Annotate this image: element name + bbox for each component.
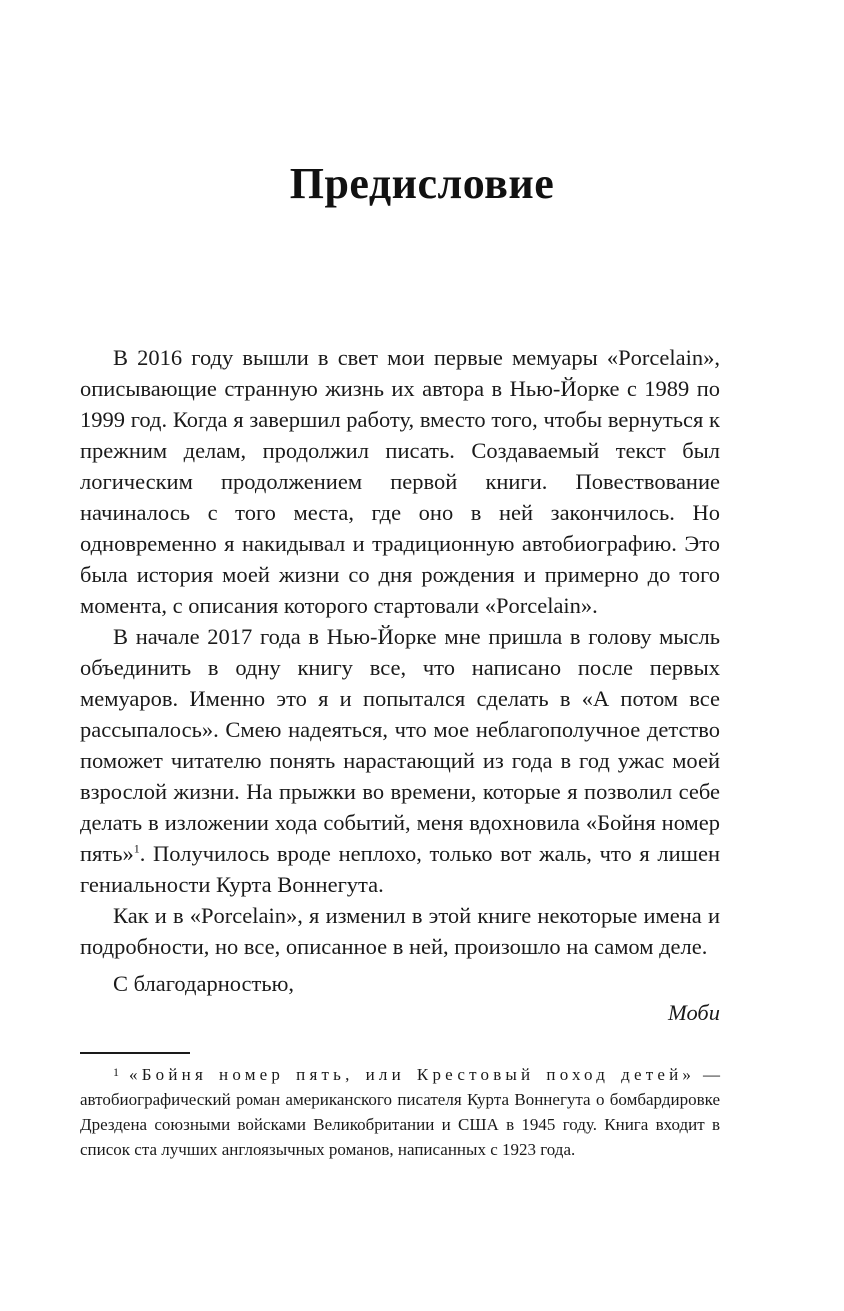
body-text [80,342,720,962]
signature: Моби [668,1000,720,1025]
paragraph-3: Как и в «Porcelain», я изменил в этой книге некоторые имена и подробности, но все, описанное в ней, произошло на самом деле. [80,903,720,959]
greeting: С благодарностью, [113,971,295,996]
footnote-title: «Бойня номер пять, или Крестовый поход детей» [129,1065,696,1084]
footnote-mark: 1 [113,1065,119,1079]
page-title: Предисловие [289,159,555,208]
footnote [80,1062,720,1162]
paragraph-1: В 2016 году вышли в свет мои первые мемуары «Porcelain», описывающие странную жизнь их автора в Нью-Йорке с 1989 по 1999 год. Когда я завершил работу, вместо того, чтобы вернуться к прежним делам, продолжил писать. Создаваемый текст был логическим продолжением первой книги. Повествование начиналось с того места, где оно в ней закончилось. Но одновременно я накидывал и традиционную автобиографию. Это была история моей жизни со дня рождения и примерно до того момента, с описания которого стартовали «Porcelain». [80,345,720,618]
footnote-reference[interactable]: 1 [133,841,140,856]
paragraph-2-text-after-mark: . Получилось вроде неплохо, только вот жаль, что я лишен гениальности Курта Воннегута. [80,841,720,897]
footnote-divider [80,1052,190,1054]
paragraph-2-text-before-mark: В начале 2017 года в Нью-Йорке мне пришла в голову мысль объединить в одну книгу все, что написано после первых мемуаров. Именно это я и попытался сделать в «А потом все рассыпалось». Смею надеяться, что мое неблагополучное детство поможет читателю понять нарастающий из года в год ужас моей взрослой жизни. На прыжки во времени, которые я позволил себе делать в изложении хода событий, меня вдохновила «Бойня номер пять» [80,624,720,866]
paragraph-2 [80,621,720,900]
footnote-text: — автобиографический роман американского писателя Курта Воннегута о бомбардировке Дрездена союзными войсками Великобритании и США в 1945 году. Книга входит в список ста лучших англоязычных романов, написанных с 1923 года. [80,1065,720,1159]
